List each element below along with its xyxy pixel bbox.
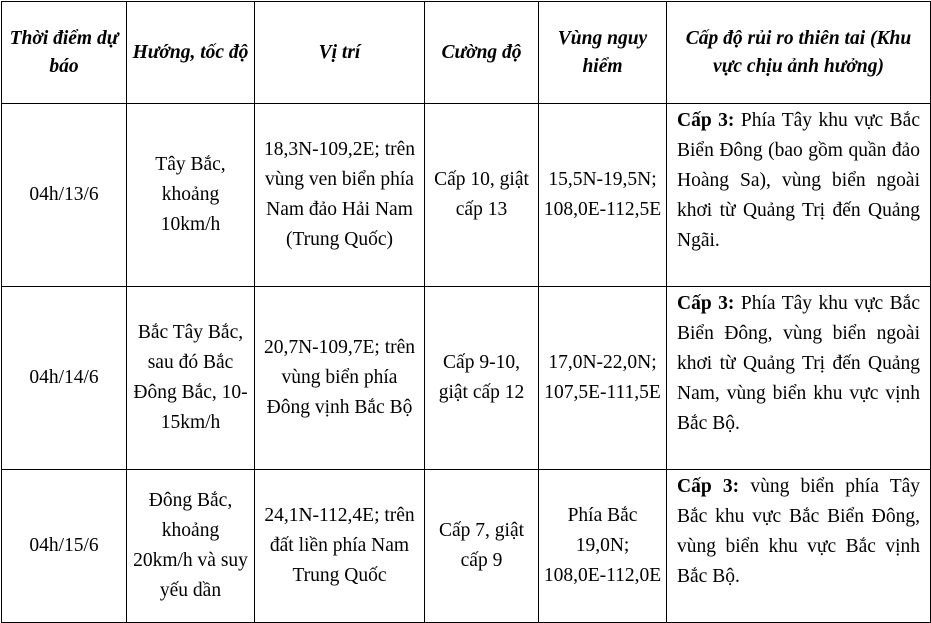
header-direction: Hướng, tốc độ	[127, 2, 255, 104]
direction-speed: Tây Bắc, khoảng 10km/h	[127, 104, 255, 287]
header-row	[2, 2, 931, 104]
header-risk-level: Cấp độ rủi ro thiên tai (Khu vực chịu ảnh hưởng)	[667, 2, 931, 104]
header-position: Vị trí	[255, 2, 425, 104]
table-row	[2, 287, 931, 470]
position: 24,1N-112,4E; trên đất liền phía Nam Trung Quốc	[255, 470, 425, 623]
direction-speed: Bắc Tây Bắc, sau đó Bắc Đông Bắc, 10-15km/h	[127, 287, 255, 470]
intensity: Cấp 7, giật cấp 9	[425, 470, 539, 623]
danger-zone: 15,5N-19,5N; 108,0E-112,5E	[539, 104, 667, 287]
table-row	[2, 470, 931, 623]
risk-area: vùng biển phía Tây Bắc khu vực Bắc Biển Đông, vùng biển khu vực Bắc vịnh Bắc Bộ.	[677, 476, 921, 587]
risk-cell	[667, 287, 931, 470]
forecast-table	[1, 1, 931, 623]
position: 20,7N-109,7E; trên vùng biển phía Đông vịnh Bắc Bộ	[255, 287, 425, 470]
danger-zone: Phía Bắc 19,0N; 108,0E-112,0E	[539, 470, 667, 623]
forecast-time: 04h/15/6	[2, 470, 127, 623]
forecast-time: 04h/14/6	[2, 287, 127, 470]
risk-area: Phía Tây khu vực Bắc Biển Đông, vùng biển ngoài khơi từ Quảng Trị đến Quảng Nam, vùng biển khu vực vịnh Bắc Bộ.	[677, 293, 920, 434]
forecast-time: 04h/13/6	[2, 104, 127, 287]
risk-level: Cấp 3:	[677, 476, 740, 497]
direction-speed: Đông Bắc, khoảng 20km/h và suy yếu dần	[127, 470, 255, 623]
risk-level: Cấp 3:	[677, 110, 735, 131]
risk-area: Phía Tây khu vực Bắc Biển Đông (bao gồm quần đảo Hoàng Sa), vùng biển ngoài khơi từ Quảng Trị đến Quảng Ngãi.	[677, 110, 920, 251]
header-intensity: Cường độ	[425, 2, 539, 104]
risk-cell	[667, 470, 931, 623]
intensity: Cấp 9-10, giật cấp 12	[425, 287, 539, 470]
risk-level: Cấp 3:	[677, 293, 735, 314]
header-danger-zone: Vùng nguy hiểm	[539, 2, 667, 104]
risk-cell	[667, 104, 931, 287]
header-time: Thời điểm dự báo	[2, 2, 127, 104]
position: 18,3N-109,2E; trên vùng ven biển phía Nam đảo Hải Nam (Trung Quốc)	[255, 104, 425, 287]
table-row	[2, 104, 931, 287]
danger-zone: 17,0N-22,0N; 107,5E-111,5E	[539, 287, 667, 470]
intensity: Cấp 10, giật cấp 13	[425, 104, 539, 287]
